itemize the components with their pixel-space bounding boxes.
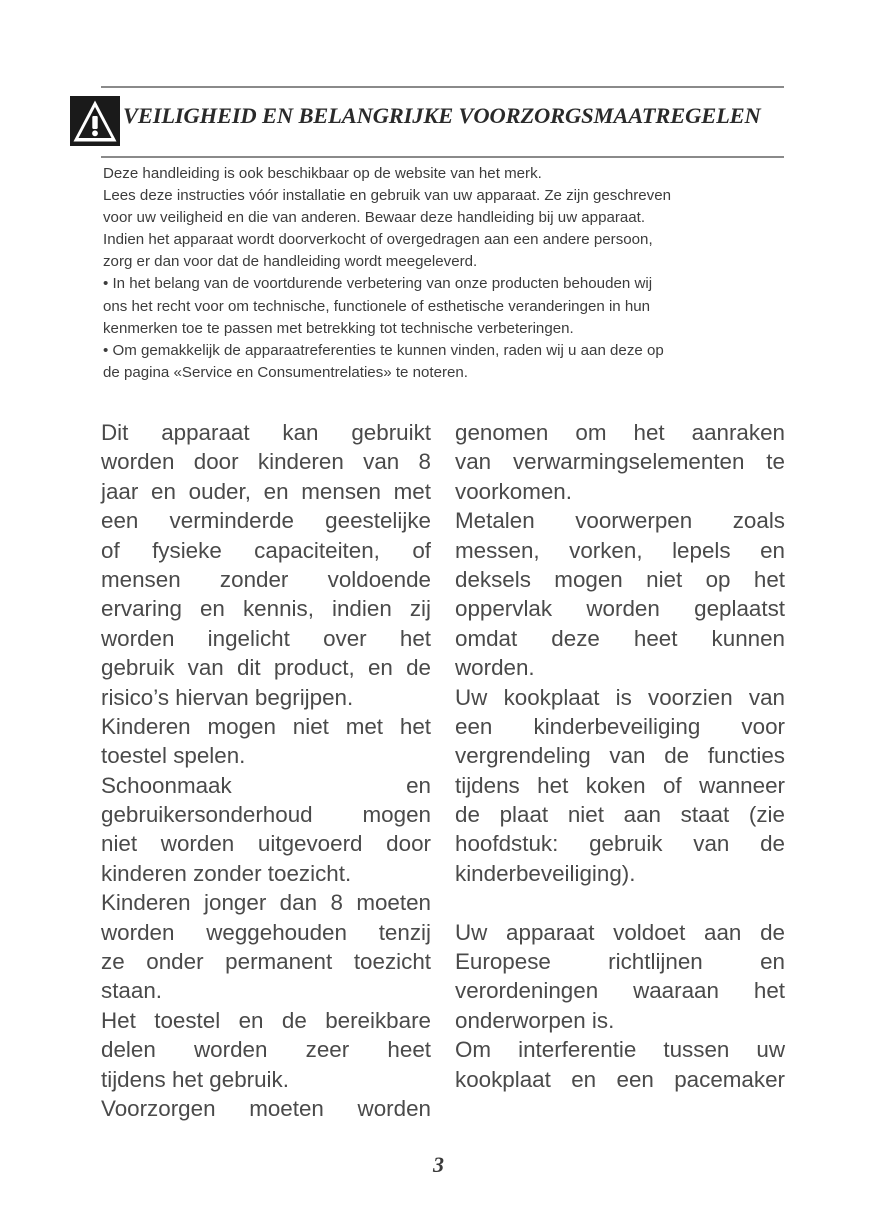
body-paragraph — [101, 771, 431, 889]
page-number: 3 — [433, 1152, 444, 1177]
intro-line: zorg er dan voor dat de handleiding wordt meegeleverd. — [103, 253, 478, 271]
body-line: Kinderen jonger dan 8 moeten — [101, 890, 431, 916]
body-line: een kinderbeveiliging voor — [455, 713, 785, 739]
body-line: ervaring en kennis, indien zij — [101, 596, 431, 622]
body-paragraph — [101, 712, 431, 771]
body-line: de plaat niet aan staat (zie — [455, 802, 785, 828]
body-line: gebruikersonderhoud mogen — [101, 802, 431, 828]
page-title: VEILIGHEID EN BELANGRIJKE VOORZORGSMAATREGELEN — [123, 103, 761, 128]
body-paragraph — [455, 683, 785, 889]
body-line: staan. — [101, 978, 162, 1004]
body-line: voorkomen. — [455, 478, 572, 504]
body-paragraph — [455, 918, 785, 1036]
body-line: Schoonmaak en — [101, 772, 431, 798]
body-line: kinderbeveiliging). — [455, 860, 636, 886]
body-line: worden. — [455, 655, 535, 681]
intro-line: voor uw veiligheid en die van anderen. Bewaar deze handleiding bij uw apparaat. — [103, 209, 646, 227]
body-line: Uw kookplaat is voorzien van — [455, 684, 785, 710]
body-line: risico’s hiervan begrijpen. — [101, 684, 354, 710]
body-line: ze onder permanent toezicht — [101, 949, 431, 975]
warning-triangle-icon — [70, 96, 120, 146]
intro-bullet-line: ons het recht voor om technische, functionele of esthetische veranderingen in hun — [103, 297, 651, 315]
intro-bullet-line: • Om gemakkelijk de apparaatreferenties te kunnen vinden, raden wij u aan deze op — [103, 341, 664, 359]
body-line: Om interferentie tussen uw — [455, 1037, 785, 1063]
body-paragraph — [101, 418, 431, 712]
header-rule-top — [101, 86, 784, 88]
body-line: tijdens het gebruik. — [101, 1066, 289, 1092]
body-line: Dit apparaat kan gebruikt — [101, 420, 431, 445]
body-line: messen, vorken, lepels en — [455, 537, 785, 563]
intro-bullet — [103, 340, 788, 384]
body-line: mensen zonder voldoende — [101, 566, 431, 592]
body-line: oppervlak worden geplaatst — [455, 596, 785, 622]
right-column — [455, 418, 785, 1094]
body-line: onderworpen is. — [455, 1007, 615, 1033]
body-line: deksels mogen niet op het — [455, 566, 785, 592]
body-paragraph — [455, 418, 785, 506]
body-paragraph — [101, 888, 431, 1006]
header-rule-bottom — [101, 156, 784, 158]
body-line: of fysieke capaciteiten, of — [101, 537, 431, 563]
body-paragraph — [101, 1006, 431, 1094]
body-line: Kinderen mogen niet met het — [101, 713, 431, 739]
paragraph-gap — [455, 888, 785, 917]
body-line: hoofdstuk: gebruik van de — [455, 831, 785, 857]
body-line: van verwarmingselementen te — [455, 449, 785, 475]
intro-bullet-line: kenmerken toe te passen met betrekking tot technische verbeteringen. — [103, 319, 574, 337]
body-line: genomen om het aanraken — [455, 420, 785, 445]
body-line: niet worden uitgevoerd door — [101, 831, 431, 857]
body-line: een verminderde geestelijke — [101, 508, 431, 534]
intro-line: Indien het apparaat wordt doorverkocht of overgedragen aan een andere persoon, — [103, 231, 653, 249]
body-paragraph — [455, 1035, 785, 1094]
body-line: Voorzorgen moeten worden — [101, 1095, 431, 1121]
body-line: worden ingelicht over het — [101, 625, 431, 651]
intro-block — [103, 163, 788, 384]
body-line: worden door kinderen van 8 — [101, 449, 431, 475]
body-line: toestel spelen. — [101, 743, 246, 769]
intro-bullet-line: • In het belang van de voortdurende verbetering van onze producten behouden wij — [103, 275, 653, 293]
body-line: Uw apparaat voldoet aan de — [455, 919, 785, 945]
body-paragraph — [455, 506, 785, 682]
left-column — [101, 418, 431, 1123]
intro-bullet — [103, 273, 788, 339]
intro-bullet-line: de pagina «Service en Consumentrelaties» te noteren. — [103, 363, 468, 381]
body-line: worden weggehouden tenzij — [101, 919, 431, 945]
body-line: gebruik van dit product, en de — [101, 655, 431, 681]
intro-line: Deze handleiding is ook beschikbaar op de website van het merk. — [103, 165, 542, 182]
body-line: Europese richtlijnen en — [455, 949, 785, 975]
intro-line: Lees deze instructies vóór installatie en gebruik van uw apparaat. Ze zijn geschreven — [103, 187, 672, 205]
body-line: tijdens het koken of wanneer — [455, 772, 785, 798]
body-line: kinderen zonder toezicht. — [101, 860, 352, 886]
body-line: delen worden zeer heet — [101, 1037, 431, 1063]
body-paragraph — [101, 1094, 431, 1123]
body-line: Metalen voorwerpen zoals — [455, 508, 785, 534]
body-line: verordeningen waaraan het — [455, 978, 785, 1004]
body-line: kookplaat en een pacemaker — [455, 1066, 785, 1092]
body-line: omdat deze heet kunnen — [455, 625, 785, 651]
body-line: vergrendeling van de functies — [455, 743, 785, 769]
body-line: jaar en ouder, en mensen met — [101, 478, 431, 504]
body-line: Het toestel en de bereikbare — [101, 1007, 431, 1033]
